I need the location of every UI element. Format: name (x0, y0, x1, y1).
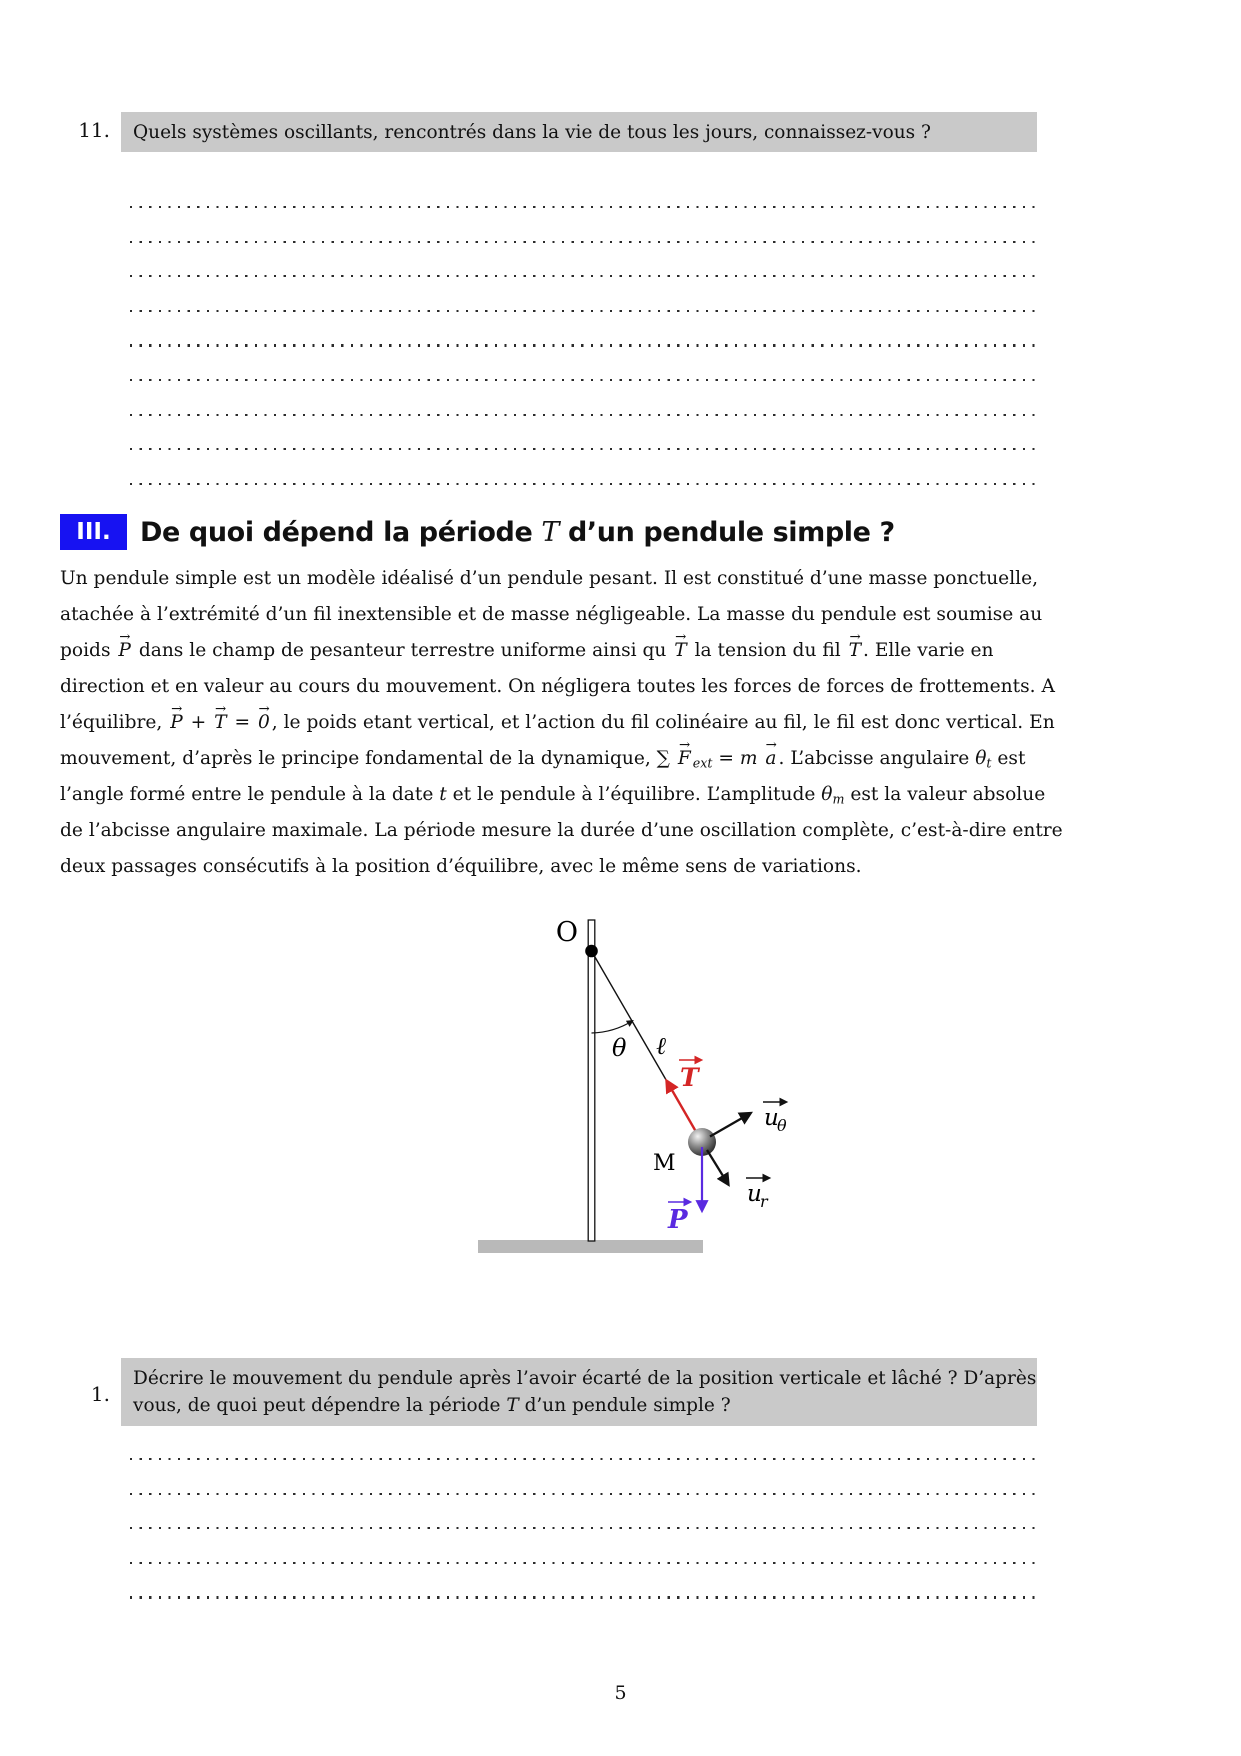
text-segment: = (228, 712, 256, 733)
answer-dotted-line (130, 369, 1038, 404)
text-line (60, 849, 1190, 885)
u-r-subscript: r (760, 1192, 768, 1211)
section-title (140, 517, 895, 548)
answer-dotted-line (130, 265, 1038, 300)
text-segment: d’un pendule simple ? (559, 516, 895, 548)
answer-dotted-line (130, 404, 1038, 439)
text-line (60, 669, 1190, 705)
tension-label: T (680, 1063, 699, 1092)
text-segment: → F (678, 749, 691, 769)
text-segment: → P (170, 713, 183, 733)
question-1-number: 1. (90, 1382, 110, 1406)
question-1-box (121, 1358, 1037, 1426)
text-segment: T (541, 516, 559, 548)
text-line (60, 633, 1190, 669)
text-segment: + (184, 712, 213, 733)
pivot-label: O (555, 917, 578, 948)
text-line (60, 777, 1190, 813)
text-segment: et le pendule à l’équilibre. L’amplitude (446, 784, 822, 805)
answer-dotted-line (130, 473, 1038, 508)
text-segment: De quoi dépend la période (140, 516, 542, 548)
answer-dotted-line (130, 231, 1038, 266)
text-segment: , le poids etant vertical, et l’action du fil colinéaire au fil, le fil est donc vertical. En (271, 712, 1055, 733)
text-segment: atachée à l’extrémité d’un fil inextensible et de masse négligeable. La masse du pendule est soumise au (60, 604, 1043, 625)
text-segment: θ (821, 784, 833, 805)
text-segment: → T (849, 641, 861, 661)
text-segment: → T (214, 713, 226, 733)
text-segment: = (712, 748, 740, 769)
text-segment: m (832, 791, 845, 807)
text-segment: → T (674, 641, 686, 661)
section-heading (60, 513, 895, 551)
text-segment: . L’abcisse angulaire (778, 748, 976, 769)
length-ell-label: ℓ (656, 1032, 666, 1060)
pivot-point (585, 945, 598, 958)
text-segment: la tension du fil (688, 640, 847, 661)
answer-dotted-line (130, 1586, 1038, 1621)
u-theta-subscript: θ (777, 1116, 787, 1135)
page-number: 5 (614, 1682, 627, 1704)
answer-dotted-line (130, 300, 1038, 335)
stand-rod (588, 920, 595, 1241)
u-theta-label: u (764, 1105, 779, 1131)
answer-area-q11 (130, 196, 1038, 507)
text-segment: t (439, 784, 447, 805)
text-segment: m (739, 748, 758, 769)
text-segment: l’angle formé entre le pendule à la date (60, 784, 440, 805)
answer-dotted-line (130, 334, 1038, 369)
text-line (60, 813, 1190, 849)
text-segment: θ (975, 748, 987, 769)
answer-dotted-line (130, 196, 1038, 231)
text-segment: t (986, 755, 992, 771)
text-segment: direction et en valeur au cours du mouvement. On négligera toutes les forces de forces de frottements. A (60, 676, 1055, 697)
text-segment: . Elle varie en (863, 640, 994, 661)
weight-label: P (668, 1205, 688, 1235)
ground-bar (478, 1240, 703, 1253)
text-line (133, 1392, 1025, 1419)
answer-dotted-line (130, 1552, 1038, 1587)
section-number-badge: III. (60, 514, 127, 550)
text-segment: poids (60, 640, 117, 661)
text-line (60, 705, 1190, 741)
text-line (133, 1365, 1037, 1392)
mass-label: M (653, 1151, 676, 1176)
answer-dotted-line (130, 1483, 1038, 1518)
text-segment: d’un pendule simple ? (518, 1395, 731, 1416)
text-segment: Décrire le mouvement du pendule après l’avoir écarté de la position verticale et lâché ? D’après (133, 1368, 1037, 1389)
text-segment: est (991, 748, 1026, 769)
text-segment: l’équilibre, (60, 712, 169, 733)
text-segment: Un pendule simple est un modèle idéalisé d’un pendule pesant. Il est constitué d’une masse ponctuelle, (60, 568, 1038, 589)
text-segment: vous, de quoi peut dépendre la période (133, 1395, 507, 1416)
intro-paragraph (60, 561, 1190, 885)
angle-theta-label: θ (612, 1034, 627, 1062)
pendulum-diagram (420, 900, 820, 1270)
text-segment: → 0 (258, 713, 270, 733)
text-segment: mouvement, d’après le principe fondamental de la dynamique, ∑ (60, 748, 676, 769)
text-segment: → a (765, 749, 776, 769)
u-r-vector-arrow (707, 1150, 728, 1184)
text-segment: est la valeur absolue (844, 784, 1046, 805)
u-r-label: u (747, 1181, 762, 1207)
u-theta-vector-arrow (710, 1114, 750, 1137)
angle-arc (592, 1021, 633, 1033)
answer-dotted-line (130, 438, 1038, 473)
text-segment: ext (692, 755, 713, 771)
answer-area-q1 (130, 1448, 1038, 1621)
text-segment (758, 748, 764, 769)
text-segment: deux passages consécutifs à la position d’équilibre, avec le même sens de variations. (60, 856, 862, 877)
text-segment: → P (118, 641, 131, 661)
text-line (60, 597, 1190, 633)
text-line (133, 122, 931, 143)
answer-dotted-line (130, 1517, 1038, 1552)
text-segment: T (506, 1395, 519, 1416)
text-line (60, 561, 1190, 597)
text-segment: de l’abcisse angulaire maximale. La période mesure la durée d’une oscillation complète, c’est-à-dire entre (60, 820, 1063, 841)
question-11-number: 11. (78, 118, 110, 142)
text-segment: Quels systèmes oscillants, rencontrés dans la vie de tous les jours, connaissez-vous ? (133, 121, 931, 143)
question-11-box (121, 112, 1037, 152)
text-line (60, 741, 1190, 777)
text-segment: dans le champ de pesanteur terrestre uniforme ainsi qu (132, 640, 673, 661)
answer-dotted-line (130, 1448, 1038, 1483)
